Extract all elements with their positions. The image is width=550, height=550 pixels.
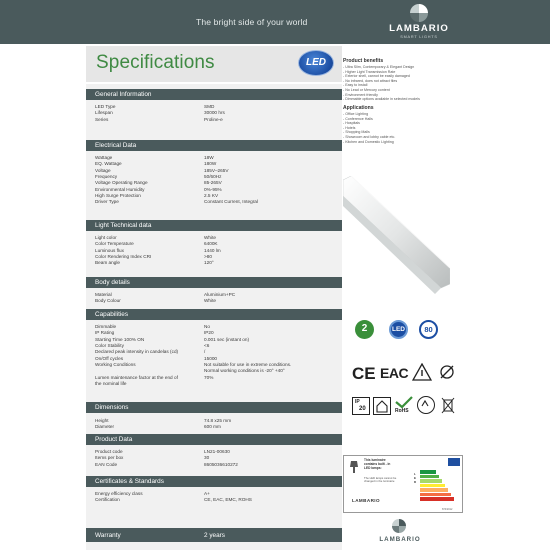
list-item: - No infrared, does not attract flies <box>343 78 398 83</box>
logo-sphere-icon <box>410 4 428 22</box>
section-title: Electrical Data <box>95 141 137 149</box>
section-certs-header <box>86 476 342 487</box>
dimensions-labels <box>95 418 114 431</box>
spec-label: On/Off cycles <box>95 355 124 361</box>
section-title: Certificates & Standards <box>95 477 164 485</box>
list-item: - Dimmable options available in selected models <box>343 97 420 102</box>
energy-label-text <box>364 459 390 470</box>
spec-label: Light color <box>95 235 117 240</box>
applications-title: Applications <box>343 105 374 111</box>
section-title: Body details <box>95 278 130 286</box>
spec-value: 85-265V <box>204 180 222 186</box>
spec-value: 600 mm <box>204 424 221 430</box>
spec-value: 0%-95% <box>204 186 222 192</box>
section-title: Dimensions <box>95 403 129 411</box>
certs-labels <box>95 491 143 504</box>
spec-label: EQ. Wattage <box>95 161 122 167</box>
dimensions-values <box>204 418 231 431</box>
spec-value: 2.5 KV <box>204 193 219 199</box>
list-item: - Hotels <box>343 125 356 130</box>
spec-label: Declared peak intensity in candelas (cd) <box>95 349 179 355</box>
list-item: - Hospitals <box>343 121 360 126</box>
led-badge-label: LED <box>306 57 326 68</box>
lamp-tube-icon <box>343 176 450 306</box>
spec-value: 0.001 sec (instant on) <box>204 336 250 342</box>
rohs-icon <box>394 395 414 415</box>
energy-bar <box>420 484 445 488</box>
spec-value: 30 <box>204 455 210 461</box>
general-labels <box>95 104 116 123</box>
ip-number: 20 <box>359 406 366 412</box>
energy-line: This luminaire <box>364 458 386 462</box>
spec-value: Aluminium+PC <box>204 292 236 297</box>
spec-value: No <box>204 324 210 329</box>
energy-line: changed in the luminaire <box>364 479 395 484</box>
spec-label: Voltage <box>95 167 111 173</box>
list-item: - Easy to install <box>343 83 368 88</box>
warranty-value: 2 years <box>204 531 225 539</box>
brand-logo <box>382 4 456 42</box>
energy-bar <box>420 470 436 474</box>
logo-sub: SMART LIGHTS <box>400 35 438 39</box>
energy-line: contains built - in <box>364 461 391 466</box>
electrical-labels <box>95 155 148 206</box>
spec-value: <6 <box>204 343 210 349</box>
spec-value: White <box>204 235 216 240</box>
body-labels <box>95 292 121 305</box>
led-round-icon <box>389 320 408 339</box>
spec-value: 1440 lm <box>204 247 221 253</box>
dimmer-icon <box>438 363 456 381</box>
energy-bar <box>420 488 448 492</box>
spec-value: Proline-e <box>204 116 223 122</box>
general-values <box>204 104 225 123</box>
capabilities-values <box>204 324 291 381</box>
footer-logo-name: LAMBARIO <box>379 536 421 543</box>
electrical-values <box>204 155 258 206</box>
spec-label: Wattage <box>95 155 113 160</box>
eac-mark-icon: EAC <box>380 365 409 381</box>
spec-value: / <box>204 349 206 355</box>
spec-label: Color Stability <box>95 343 124 349</box>
list-item: - No Lead or Mercury content <box>343 87 390 92</box>
benefits-title: Product benefits <box>343 58 384 64</box>
lamp-small-icon <box>349 460 359 474</box>
section-title: Capabilities <box>95 310 129 318</box>
benefits-list <box>343 65 420 102</box>
spec-value: 74.8 x25 mm <box>204 418 232 423</box>
warranty-bar <box>86 528 342 542</box>
energy-side-label: L E D <box>414 472 417 484</box>
spec-label: Dimmable <box>95 324 117 329</box>
logo-name: LAMBARIO <box>389 23 449 34</box>
certs-values <box>204 491 252 504</box>
spec-value: IP20 <box>204 330 214 336</box>
led-badge-icon <box>298 50 334 76</box>
spec-value: >80 <box>204 254 212 260</box>
ce-mark-icon: CE <box>352 364 376 383</box>
spec-label: Beam angle <box>95 260 121 266</box>
banner-tagline: The bright side of your world <box>196 17 308 27</box>
energy-footer: 874/2012 <box>442 508 453 511</box>
ip-label: IP <box>355 399 360 405</box>
spec-value: 6400K <box>204 241 218 247</box>
spec-value: Not suitable for use in extreme conditions. <box>204 362 292 368</box>
spec-label: Color Temperature <box>95 241 134 247</box>
spec-label: LED Type <box>95 104 116 109</box>
lamp-triangle-icon <box>412 363 432 381</box>
list-item: - Environment friendly <box>343 92 378 97</box>
energy-label <box>343 455 463 513</box>
footer-logo-icon <box>392 519 406 533</box>
spec-label: Diameter <box>95 424 115 430</box>
energy-bar <box>420 497 454 501</box>
warranty-label: Warranty <box>95 531 121 539</box>
section-capabilities-header <box>86 309 342 320</box>
spec-value: 30000 hrs <box>204 110 225 116</box>
spec-label: the nominal life <box>95 381 127 387</box>
spec-value: 70% <box>204 374 214 380</box>
spec-value: LN21-00630 <box>204 449 230 454</box>
spec-value: 180W <box>204 161 217 167</box>
light-labels <box>95 235 151 267</box>
warranty-badge-icon <box>355 320 374 339</box>
section-dimensions-header <box>86 402 342 413</box>
section-title: General Information <box>95 90 152 98</box>
spec-label: Height <box>95 418 109 423</box>
spec-label: Voltage Operating Range <box>95 180 148 186</box>
eu-flag-icon <box>448 458 460 466</box>
section-body-header <box>86 277 342 288</box>
spec-label: Lifespan <box>95 110 113 116</box>
spec-label: Product code <box>95 449 123 454</box>
energy-bar <box>420 493 451 497</box>
list-item: - Shopping Malls <box>343 130 370 135</box>
energy-bar <box>420 479 442 483</box>
cri-badge-value: 80 <box>424 325 433 334</box>
spec-label: Body Colour <box>95 298 121 304</box>
weee-bin-icon <box>440 396 456 415</box>
spec-label: Certification <box>95 497 120 503</box>
applications-list <box>343 112 395 144</box>
list-item: - Conference Halls <box>343 116 373 121</box>
spec-label: EAN Code <box>95 461 118 467</box>
spec-label: Environmental Humidity <box>95 186 145 192</box>
energy-line: The LED lamps cannot be <box>364 476 397 480</box>
energy-brand: LAMBARIO <box>352 498 380 503</box>
spec-value: Constant Current, Integral <box>204 199 258 205</box>
spec-value: White <box>204 298 216 304</box>
spec-value: SMD <box>204 104 215 109</box>
list-item: - Higher Light Transmission Rate <box>343 69 396 74</box>
product-labels <box>95 449 123 468</box>
section-title: Product Data <box>95 435 133 443</box>
spec-label: IP Rating <box>95 330 115 336</box>
spec-value: 50/60Hz <box>204 174 222 180</box>
spec-label: Energy efficiency class <box>95 491 143 496</box>
light-values <box>204 235 221 267</box>
spec-label: Frequency <box>95 174 118 180</box>
capabilities-labels <box>95 324 178 387</box>
spec-label: Color Rendering Index CRI <box>95 254 152 260</box>
warranty-badge-number: 2 <box>361 323 368 334</box>
spec-value: A+ <box>204 491 210 496</box>
section-title: Light Technical data <box>95 221 152 229</box>
led-round-label: LED <box>392 326 405 333</box>
section-general-header <box>86 89 342 100</box>
spec-label: Material <box>95 292 112 297</box>
footer-logo <box>372 519 428 549</box>
spec-label: Lumen maintenance factor at the end of <box>95 374 178 380</box>
spec-value: Normal working conditions is -20° +40° <box>204 368 285 374</box>
spec-label: Luminous flux <box>95 247 124 253</box>
spec-label: Driver Type <box>95 199 119 205</box>
list-item: - Office Lighting <box>343 112 369 116</box>
energy-line: LED lamps: <box>364 465 382 470</box>
section-light-header <box>86 220 342 231</box>
cri-badge-icon <box>419 320 438 339</box>
list-item: - Exterior shell, cannot be easily damaged <box>343 74 410 79</box>
energy-bar <box>420 475 439 479</box>
list-item: - Kitchen and Domestic Lighting <box>343 139 394 144</box>
top-banner <box>0 0 550 44</box>
recycle-icon <box>417 396 435 414</box>
spec-value: 18W <box>204 155 214 160</box>
spec-value: 185V–265V <box>204 167 229 173</box>
spec-label: Series <box>95 116 109 122</box>
ip20-icon <box>352 397 370 415</box>
spec-value: 8605036610272 <box>204 461 238 467</box>
rohs-label: RoHS <box>395 408 409 414</box>
spec-label: Starting Time 100% ON <box>95 336 145 342</box>
energy-small-text <box>364 477 396 484</box>
spec-label: Working Conditions <box>95 362 136 368</box>
section-electrical-header <box>86 140 342 151</box>
product-image <box>343 176 450 306</box>
list-item: - Showroom and lobby cable etc. <box>343 134 396 139</box>
body-values <box>204 292 235 305</box>
spec-value: CE, EAC, EMC, ROHS <box>204 497 252 503</box>
section-product-header <box>86 434 342 445</box>
product-values <box>204 449 238 468</box>
spec-value: 15000 <box>204 355 218 361</box>
page-title: Specifications <box>96 52 215 73</box>
spec-label: Items per box <box>95 455 124 461</box>
spec-value: 120° <box>204 260 214 266</box>
indoor-use-icon <box>373 397 391 415</box>
list-item: - Ultra Slim, Contemporary & Elegant Design <box>343 65 415 69</box>
spec-label: High Surge Protection <box>95 193 141 199</box>
